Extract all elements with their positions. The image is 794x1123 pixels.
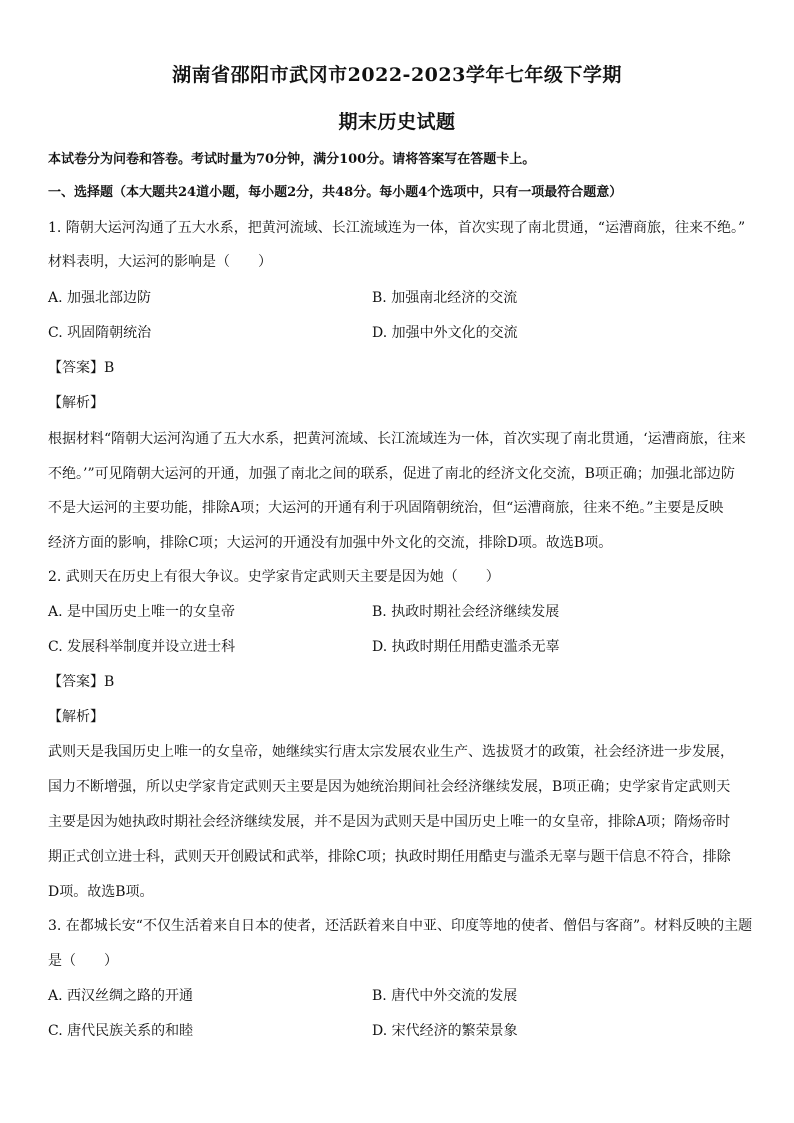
question-2-option-a: A. 是中国历史上唯一的女皇帝 [48,604,236,620]
question-3-option-d: D. 宋代经济的繁荣景象 [372,1023,518,1039]
question-2-analysis: 期正式创立进士科，武则天开创殿试和武举，排除C项；执政时期任用酷吏与滥杀无辜与题干信息不符合，排除 [48,849,731,865]
question-2-analysis-label: 【解析】 [48,709,104,725]
question-1-analysis: 根据材料“隋朝大运河沟通了五大水系，把黄河流域、长江流域连为一体，首次实现了南北贯通，‘运漕商旅，往来 [48,431,746,447]
question-2-answer: 【答案】B [48,674,115,690]
question-3-stem: 3. 在都城长安“不仅生活着来自日本的使者，还活跃着来自中亚、印度等地的使者、僧侣与客商”。材料反映的主题 [48,918,753,934]
question-1-stem: 材料表明，大运河的影响是（ ） [48,254,272,270]
question-2-option-d: D. 执政时期任用酷吏滥杀无辜 [372,639,560,655]
question-2-analysis: D项。故选B项。 [48,884,154,900]
question-1-answer: 【答案】B [48,360,115,376]
question-1-option-c: C. 巩固隋朝统治 [48,325,152,341]
question-2-analysis: 武则天是我国历史上唯一的女皇帝，她继续实行唐太宗发展农业生产、选拔贤才的政策，社会经济进一步发展， [48,744,734,760]
question-2-analysis: 主要是因为她执政时期社会经济继续发展，并不是因为武则天是中国历史上唯一的女皇帝，排除A项；隋炀帝时 [48,814,731,830]
question-1-analysis-label: 【解析】 [48,395,104,411]
page-subtitle: 期末历史试题 [338,111,456,133]
question-1-stem: 1. 隋朝大运河沟通了五大水系，把黄河流域、长江流域连为一体，首次实现了南北贯通，“运漕商旅，往来不绝。” [48,220,746,236]
question-2-option-c: C. 发展科举制度并设立进士科 [48,639,236,655]
question-3-option-b: B. 唐代中外交流的发展 [372,988,518,1004]
question-1-analysis: 经济方面的影响，排除C项；大运河的开通没有加强中外文化的交流，排除D项。故选B项。 [48,535,613,551]
question-3-option-c: C. 唐代民族关系的和睦 [48,1023,194,1039]
page-title: 湖南省邵阳市武冈市2022-2023学年七年级下学期 [172,64,622,86]
question-1-option-b: B. 加强南北经济的交流 [372,290,518,306]
question-3-stem: 是（ ） [48,953,118,969]
question-3-option-a: A. 西汉丝绸之路的开通 [48,988,194,1004]
question-2-option-b: B. 执政时期社会经济继续发展 [372,604,560,620]
question-1-option-d: D. 加强中外文化的交流 [372,325,518,341]
question-1-analysis: 不绝。’”可见隋朝大运河的开通，加强了南北之间的联系，促进了南北的经济文化交流，B项正确；加强北部边防 [48,466,735,482]
question-2-stem: 2. 武则天在历史上有很大争议。史学家肯定武则天主要是因为她（ ） [48,569,500,585]
exam-notice: 本试卷分为问卷和答卷。考试时量为70分钟，满分100分。请将答案写在答题卡上。 [48,152,536,167]
question-1-analysis: 不是大运河的主要功能，排除A项；大运河的开通有利于巩固隋朝统治，但“运漕商旅，往来不绝。”主要是反映 [48,500,724,516]
question-1-option-a: A. 加强北部边防 [48,290,152,306]
section-heading: 一、选择题（本大题共24道小题，每小题2分，共48分。每小题4个选项中，只有一项最符合题意） [48,185,623,200]
question-2-analysis: 国力不断增强，所以史学家肯定武则天主要是因为她统治期间社会经济继续发展，B项正确；史学家肯定武则天 [48,779,731,795]
